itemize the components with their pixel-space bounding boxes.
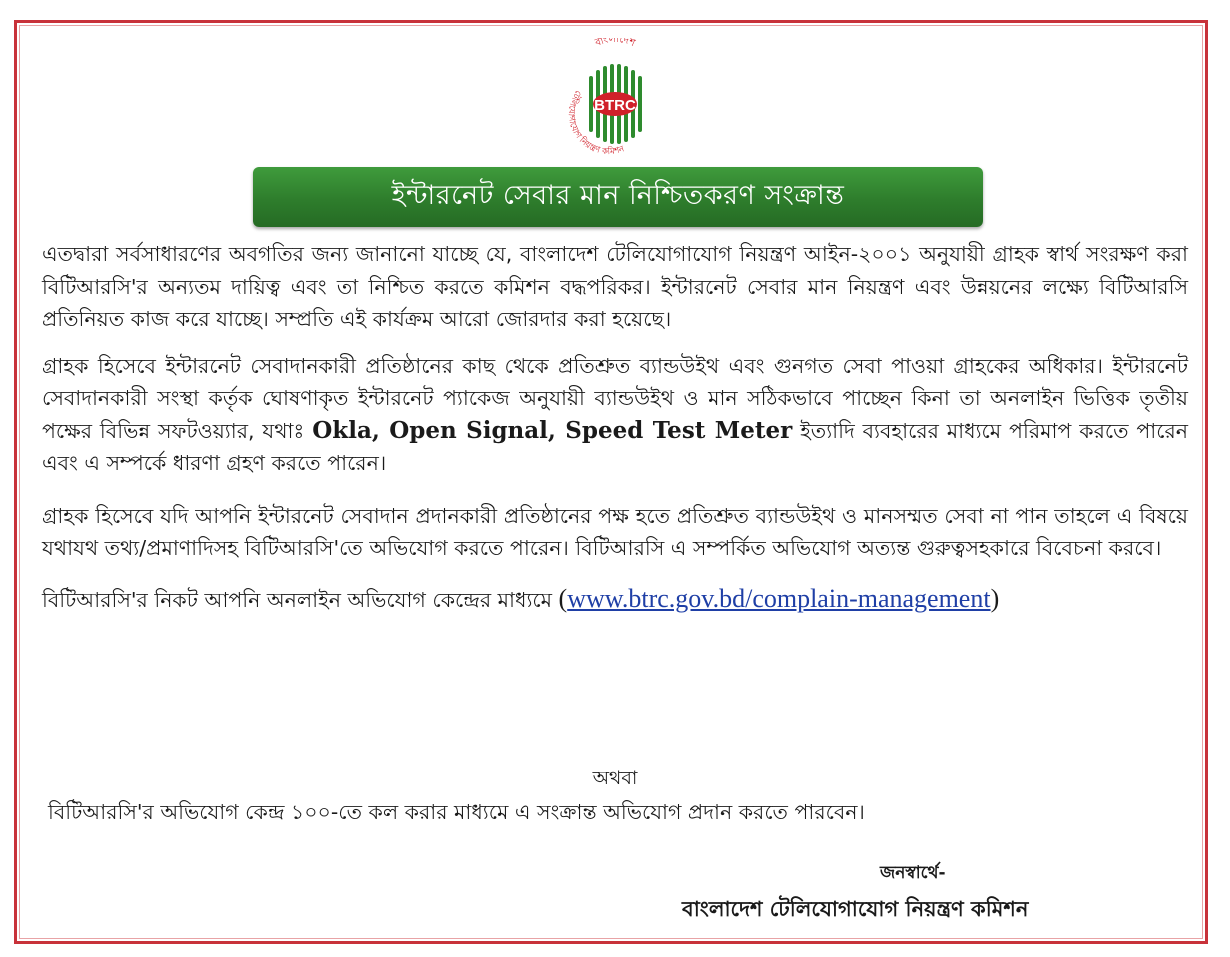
btrc-logo-emblem xyxy=(545,38,685,156)
paragraph-bandwidth-rights xyxy=(42,350,1188,480)
logo-ring-path: টেলিযোগাযোগ নিয়ন্ত্রণ কমিশন xyxy=(565,88,626,156)
or-separator: অথবা xyxy=(592,767,638,789)
paragraph-online-text: বিটিআরসি'র নিকট আপনি অনলাইন অভিযোগ কেন্দ্রের মাধ্যমে xyxy=(42,587,559,612)
logo-top-arc-path: বাংলাদেশ xyxy=(593,38,637,50)
close-paren: ) xyxy=(990,583,1000,613)
paragraph-online-complaint xyxy=(42,583,1188,617)
signature-label: জনস্বার্থে- xyxy=(880,863,946,883)
complain-management-link[interactable]: www.btrc.gov.bd/complain-management xyxy=(567,583,991,613)
paragraph-complaint-right: গ্রাহক হিসেবে যদি আপনি ইন্টারনেট সেবাদান প্রদানকারী প্রতিষ্ঠানের পক্ষ হতে প্রতিশ্রুত ব্যান্ডউইথ ও মানসম্মত সেবা না পান তাহলে এ বিষয়ে যথাযথ তথ্য/প্রমাণাদিসহ বিটিআরসি'তে অভিযোগ করতে পারেন। বিটিআরসি এ সম্পর্কিত অভিযোগ অত্যন্ত গুরুত্বসহকারে বিবেচনা করবে। xyxy=(42,503,1188,560)
paragraph-bandwidth-text-2: ইত্যাদি ব্যবহারের মাধ্যমে পরিমাপ করতে পারেন এবং এ সম্পর্কে ধারণা গ্রহণ করতে পারেন। xyxy=(42,418,1188,475)
notice-body xyxy=(42,238,1188,633)
title-banner xyxy=(253,167,983,227)
btrc-center-text: BTRC xyxy=(594,97,636,114)
paragraph-intro: এতদ্বারা সর্বসাধারণের অবগতির জন্য জানানো যাচ্ছে যে, বাংলাদেশ টেলিযোগাযোগ নিয়ন্ত্রণ আইন-২০০১ অনুযায়ী গ্রাহক স্বার্থ সংরক্ষণ করা বিটিআরসি'র অন্যতম দায়িত্ব এবং তা নিশ্চিত করতে কমিশন বদ্ধপরিকর। ইন্টারনেট সেবার মান নিয়ন্ত্রণ এবং উন্নয়নের লক্ষ্যে বিটিআরসি প্রতিনিয়ত কাজ করে যাচ্ছে। সম্প্রতি এই কার্যক্রম আরো জোরদার করা হয়েছে। xyxy=(42,242,1188,331)
btrc-logo xyxy=(545,38,685,156)
logo-top-arc-text xyxy=(593,38,638,50)
speed-test-apps: Okla, Open Signal, Speed Test Meter xyxy=(312,416,793,444)
paragraph-bandwidth-text-1: গ্রাহক হিসেবে ইন্টারনেট সেবাদানকারী প্রতিষ্ঠানের কাছ থেকে প্রতিশ্রুত ব্যান্ডউইথ এবং গুনগত সেবা পাওয়া গ্রাহকের অধিকার। ইন্টারনেট সেবাদানকারী সংস্থা কর্তৃক ঘোষণাকৃত ইন্টারনেট প্যাকেজ অনুযায়ী ব্যান্ডউইথ ও মান সঠিকভাবে পাচ্ছেন কিনা তা অনলাইন ভিত্তিক তৃতীয় পক্ষের বিভিন্ন সফটওয়্যার, যথাঃ xyxy=(42,353,1188,443)
signature-organization: বাংলাদেশ টেলিযোগাযোগ নিয়ন্ত্রণ কমিশন xyxy=(682,897,1029,921)
notice-title: ইন্টারনেট সেবার মান নিশ্চিতকরণ সংক্রান্ত xyxy=(391,179,845,211)
call-center-line: বিটিআরসি'র অভিযোগ কেন্দ্র ১০০-তে কল করার মাধ্যমে এ সংক্রান্ত অভিযোগ প্রদান করতে পারবেন। xyxy=(48,800,865,824)
open-paren: ( xyxy=(558,583,568,613)
